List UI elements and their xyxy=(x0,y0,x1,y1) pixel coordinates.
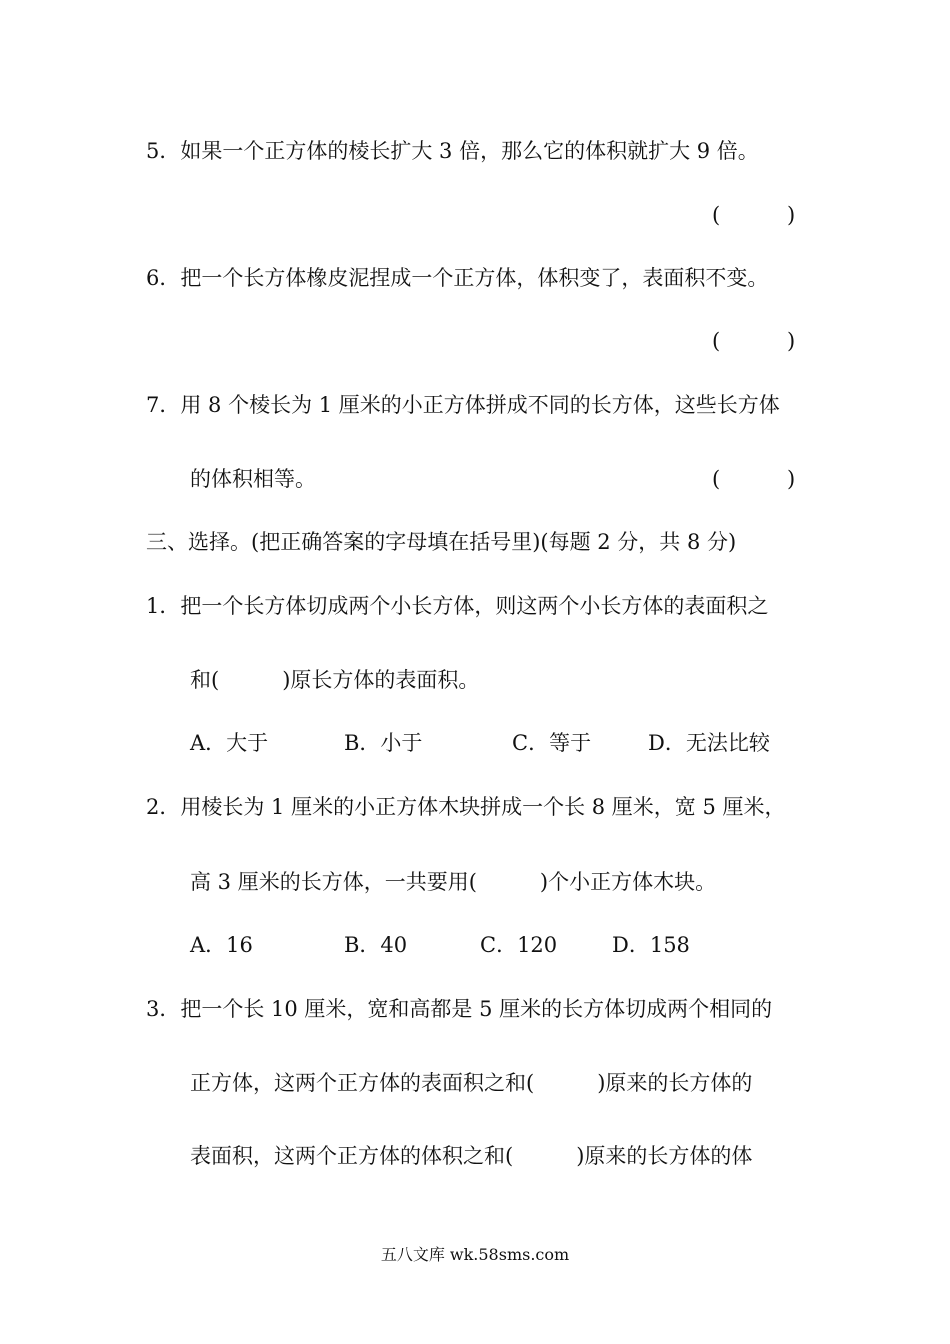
choice-2-line2: 高 3 厘米的长方体，一共要用( )个小正方体木块。 xyxy=(190,870,717,894)
choice-1-line2: 和( )原长方体的表面积。 xyxy=(190,668,480,692)
question-5-text: 5．如果一个正方体的棱长扩大 3 倍，那么它的体积就扩大 9 倍。 xyxy=(146,139,759,163)
paren-left: ( xyxy=(712,329,721,353)
question-7-line1: 7．用 8 个棱长为 1 厘米的小正方体拼成不同的长方体，这些长方体 xyxy=(146,393,780,417)
choice-3-line2: 正方体，这两个正方体的表面积之和( )原来的长方体的 xyxy=(190,1071,753,1095)
choice-1-line1: 1．把一个长方体切成两个小长方体，则这两个小长方体的表面积之 xyxy=(146,594,769,618)
choice-1-option-d[interactable]: D．无法比较 xyxy=(648,731,770,755)
paren-right: ) xyxy=(787,329,796,353)
paren-left: ( xyxy=(712,203,721,227)
question-6-text: 6．把一个长方体橡皮泥捏成一个正方体，体积变了，表面积不变。 xyxy=(146,266,769,290)
choice-2-option-d[interactable]: D．158 xyxy=(612,933,690,957)
choice-3-line1: 3．把一个长 10 厘米，宽和高都是 5 厘米的长方体切成两个相同的 xyxy=(146,997,773,1021)
question-7-line2: 的体积相等。 xyxy=(190,467,316,491)
page-footer: 五八文库 wk.58sms.com xyxy=(380,1245,570,1264)
choice-2-line1: 2．用棱长为 1 厘米的小正方体木块拼成一个长 8 厘米，宽 5 厘米， xyxy=(146,795,786,819)
choice-2-option-a[interactable]: A．16 xyxy=(190,933,253,957)
paren-right: ) xyxy=(787,203,796,227)
paren-right: ) xyxy=(787,467,796,491)
paren-left: ( xyxy=(712,467,721,491)
section-3-heading: 三、选择。(把正确答案的字母填在括号里)(每题 2 分，共 8 分) xyxy=(146,530,737,554)
choice-2-option-b[interactable]: B．40 xyxy=(344,933,408,957)
choice-3-line3: 表面积，这两个正方体的体积之和( )原来的长方体的体 xyxy=(190,1144,753,1168)
choice-1-option-a[interactable]: A．大于 xyxy=(190,731,269,755)
choice-2-option-c[interactable]: C．120 xyxy=(480,933,558,957)
choice-1-option-b[interactable]: B．小于 xyxy=(344,731,423,755)
choice-1-option-c[interactable]: C．等于 xyxy=(512,731,592,755)
